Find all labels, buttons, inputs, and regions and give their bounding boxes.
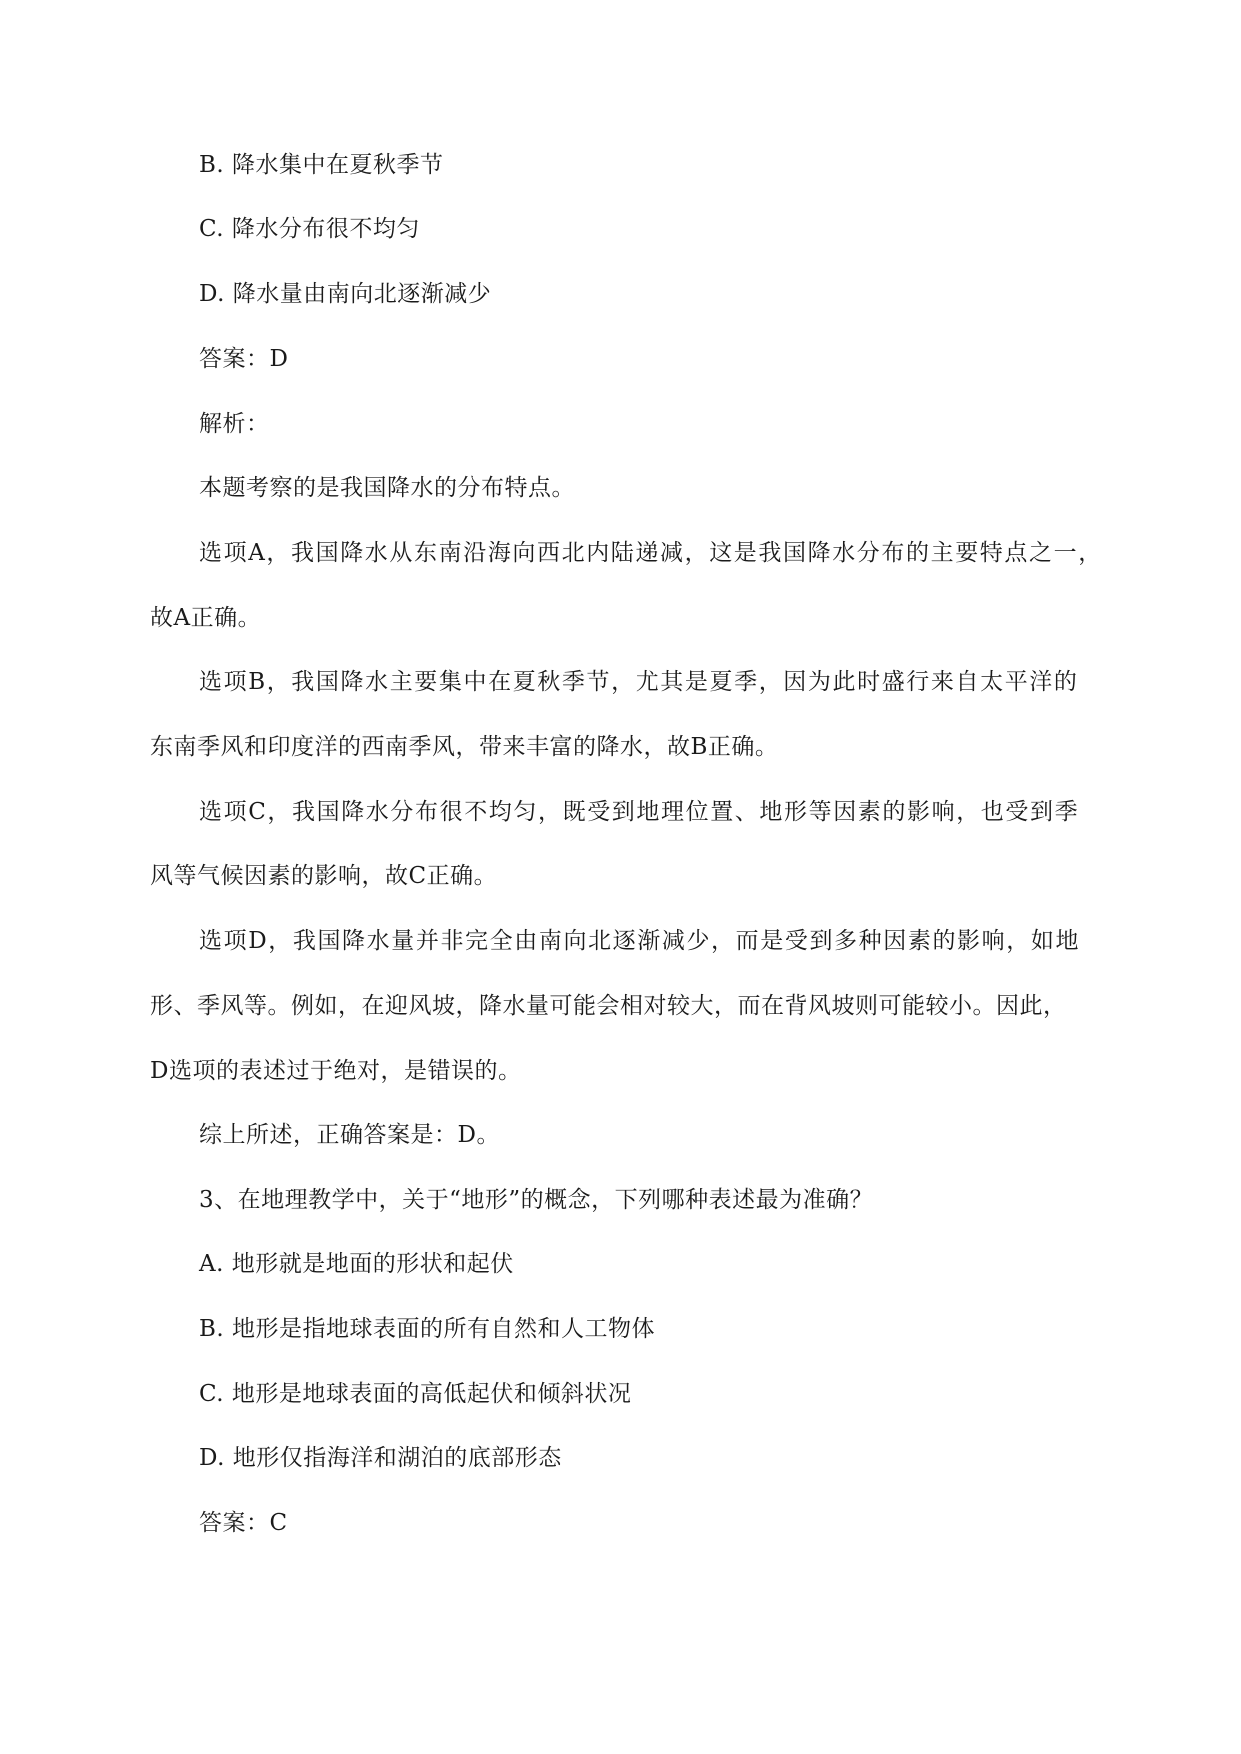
q2-analysis-a-line2: 故A正确。 [150, 605, 262, 631]
q2-option-c: C. 降水分布很不均匀 [199, 216, 420, 242]
q2-analysis-b-line1: 选项B，我国降水主要集中在夏秋季节，尤其是夏季，因为此时盛行来自太平洋的 [199, 669, 1079, 695]
q2-analysis-label: 解析： [199, 411, 270, 437]
q3-option-c: C. 地形是地球表面的高低起伏和倾斜状况 [199, 1381, 632, 1407]
q2-analysis-d-line2: 形、季风等。例如，在迎风坡，降水量可能会相对较大，而在背风坡则可能较小。因此， [150, 993, 1067, 1019]
q2-answer: 答案：D [199, 346, 289, 372]
q2-analysis-d-line1: 选项D，我国降水量并非完全由南向北逐渐减少，而是受到多种因素的影响，如地 [199, 928, 1081, 954]
q2-analysis-c-line2: 风等气候因素的影响，故C正确。 [150, 863, 498, 889]
q3-option-d: D. 地形仅指海洋和湖泊的底部形态 [199, 1445, 562, 1471]
q2-analysis-intro: 本题考察的是我国降水的分布特点。 [199, 475, 575, 501]
q2-analysis-b-line2: 东南季风和印度洋的西南季风，带来丰富的降水，故B正确。 [150, 734, 779, 760]
q3-answer: 答案：C [199, 1510, 288, 1536]
q2-analysis-c-line1: 选项C，我国降水分布很不均匀，既受到地理位置、地形等因素的影响，也受到季 [199, 799, 1080, 825]
q2-analysis-a-line1: 选项A，我国降水从东南沿海向西北内陆递减，这是我国降水分布的主要特点之一， [199, 540, 1103, 566]
q3-option-a: A. 地形就是地面的形状和起伏 [199, 1251, 514, 1277]
q3-stem: 3、在地理教学中，关于“地形”的概念，下列哪种表述最为准确？ [199, 1187, 874, 1213]
q2-option-b: B. 降水集中在夏秋季节 [199, 152, 444, 178]
q2-option-d: D. 降水量由南向北逐渐减少 [199, 281, 492, 307]
q2-conclusion: 综上所述，正确答案是：D。 [199, 1122, 500, 1148]
q3-option-b: B. 地形是指地球表面的所有自然和人工物体 [199, 1316, 656, 1342]
q2-analysis-d-line3: D选项的表述过于绝对，是错误的。 [150, 1058, 522, 1084]
